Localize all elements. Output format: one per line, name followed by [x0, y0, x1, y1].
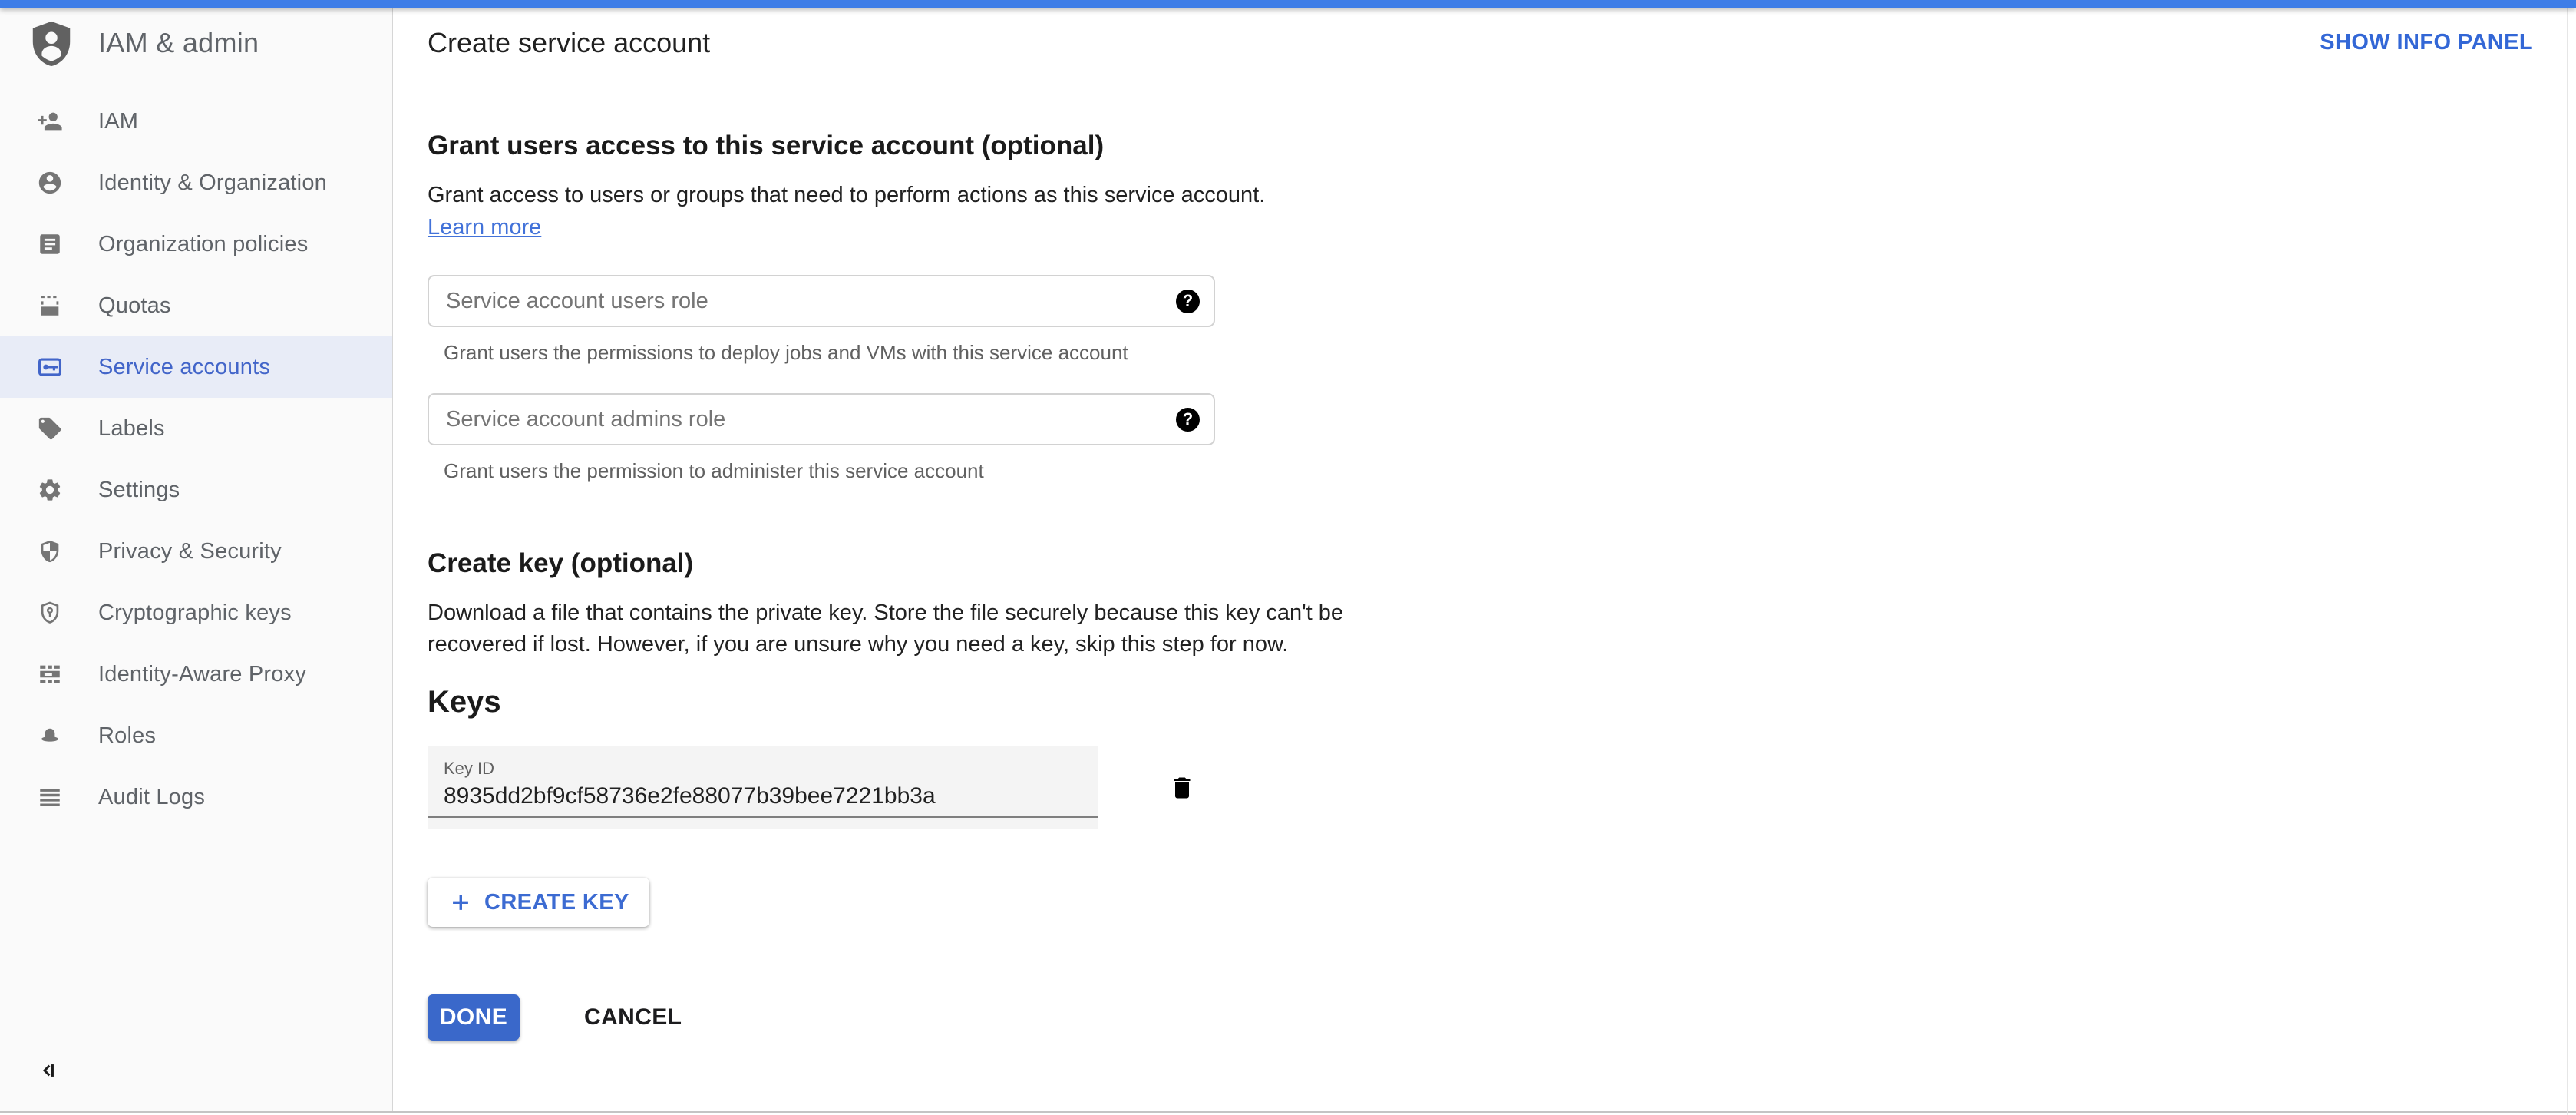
create-key-heading: Create key (optional)	[428, 548, 694, 578]
grant-access-description: Grant access to users or groups that need to perform actions as this service account.	[428, 183, 1266, 207]
product-brand	[0, 8, 393, 78]
sidebar-item-quotas[interactable]	[0, 275, 392, 336]
users-role-field-group	[428, 275, 2576, 362]
sidebar-item-label: Organization policies	[98, 231, 309, 256]
sidebar	[0, 78, 393, 1111]
admins-role-field[interactable]	[428, 393, 1215, 445]
sidebar-item-iam[interactable]	[0, 91, 392, 152]
sidebar-item-label: Quotas	[98, 293, 171, 318]
service-account-key-icon	[37, 354, 63, 380]
sidebar-item-service-accounts[interactable]	[0, 336, 392, 398]
collapse-chevron-icon	[35, 1057, 61, 1084]
sidebar-item-label: Identity-Aware Proxy	[98, 661, 307, 687]
scrollbar-track[interactable]	[2567, 8, 2568, 1115]
gear-icon	[37, 477, 63, 503]
sidebar-item-label: Roles	[98, 723, 157, 748]
help-icon[interactable]: ?	[1176, 408, 1200, 432]
sidebar-item-label: Cryptographic keys	[98, 600, 292, 625]
plus-icon	[447, 889, 474, 915]
sidebar-item-label: Audit Logs	[98, 784, 206, 809]
main-content	[393, 78, 2576, 1111]
label-tag-icon	[37, 415, 63, 442]
key-id-field	[428, 746, 1098, 829]
learn-more-link[interactable]: Learn more	[428, 215, 542, 240]
collapse-sidebar-button[interactable]	[35, 1057, 61, 1084]
sidebar-item-settings[interactable]	[0, 459, 392, 521]
create-key-description: Download a file that contains the private key. Store the file securely because this key can't be recovered if lost. However, if you are unsure why you need a key, skip this step for now.	[428, 601, 1344, 657]
users-role-helper-text: Grant users the permissions to deploy jobs and VMs with this service account	[444, 341, 1128, 364]
done-button[interactable]: DONE	[428, 994, 520, 1041]
sidebar-item-privacy-security[interactable]	[0, 521, 392, 582]
body-row	[0, 78, 2576, 1111]
cancel-button[interactable]: CANCEL	[580, 1004, 686, 1031]
admins-role-input[interactable]	[444, 406, 1176, 433]
admins-role-field-group	[428, 393, 2576, 481]
create-key-button[interactable]	[428, 878, 649, 927]
iam-shield-icon	[28, 19, 75, 67]
help-icon[interactable]: ?	[1176, 290, 1200, 313]
shield-half-icon	[37, 538, 63, 564]
person-add-icon	[37, 108, 63, 134]
sidebar-item-label: Settings	[98, 477, 180, 502]
form-actions	[428, 994, 2576, 1041]
sidebar-item-label: Service accounts	[98, 354, 271, 379]
document-icon	[37, 231, 63, 257]
list-lines-icon	[37, 784, 63, 810]
grant-access-heading: Grant users access to this service account (optional)	[428, 131, 1105, 160]
key-id-value: 8935dd2bf9cf58736e2fe88077b39bee7221bb3a	[444, 783, 936, 809]
sidebar-item-label: IAM	[98, 108, 139, 134]
sidebar-item-organization-policies[interactable]	[0, 213, 392, 275]
sidebar-item-cryptographic-keys[interactable]	[0, 582, 392, 644]
shield-key-icon	[37, 600, 63, 626]
sidebar-item-label: Identity & Organization	[98, 170, 327, 195]
keys-heading: Keys	[428, 685, 501, 719]
sidebar-item-roles[interactable]	[0, 705, 392, 766]
key-row	[428, 746, 2576, 829]
sidebar-item-audit-logs[interactable]	[0, 766, 392, 828]
sidebar-item-label: Privacy & Security	[98, 538, 282, 564]
delete-key-button[interactable]	[1168, 773, 1196, 803]
account-circle-icon	[37, 170, 63, 196]
proxy-icon	[37, 661, 63, 687]
sidebar-item-label: Labels	[98, 415, 165, 441]
trash-icon	[1168, 773, 1196, 803]
header-row	[0, 8, 2576, 78]
show-info-panel-button[interactable]: SHOW INFO PANEL	[2315, 29, 2538, 56]
page-header	[393, 8, 2576, 78]
users-role-input[interactable]	[444, 288, 1176, 315]
hat-icon	[37, 723, 63, 749]
key-id-label: Key ID	[444, 759, 495, 778]
create-key-button-label: CREATE KEY	[484, 889, 629, 915]
users-role-field[interactable]	[428, 275, 1215, 327]
admins-role-helper-text: Grant users the permission to administer this service account	[444, 459, 984, 482]
product-title: IAM & admin	[98, 26, 259, 58]
sidebar-item-identity-aware-proxy[interactable]	[0, 644, 392, 705]
quota-icon	[37, 293, 63, 319]
page-title: Create service account	[428, 26, 711, 58]
sidebar-item-labels[interactable]	[0, 398, 392, 459]
top-accent-bar	[0, 0, 2576, 8]
sidebar-item-identity-organization[interactable]	[0, 152, 392, 213]
